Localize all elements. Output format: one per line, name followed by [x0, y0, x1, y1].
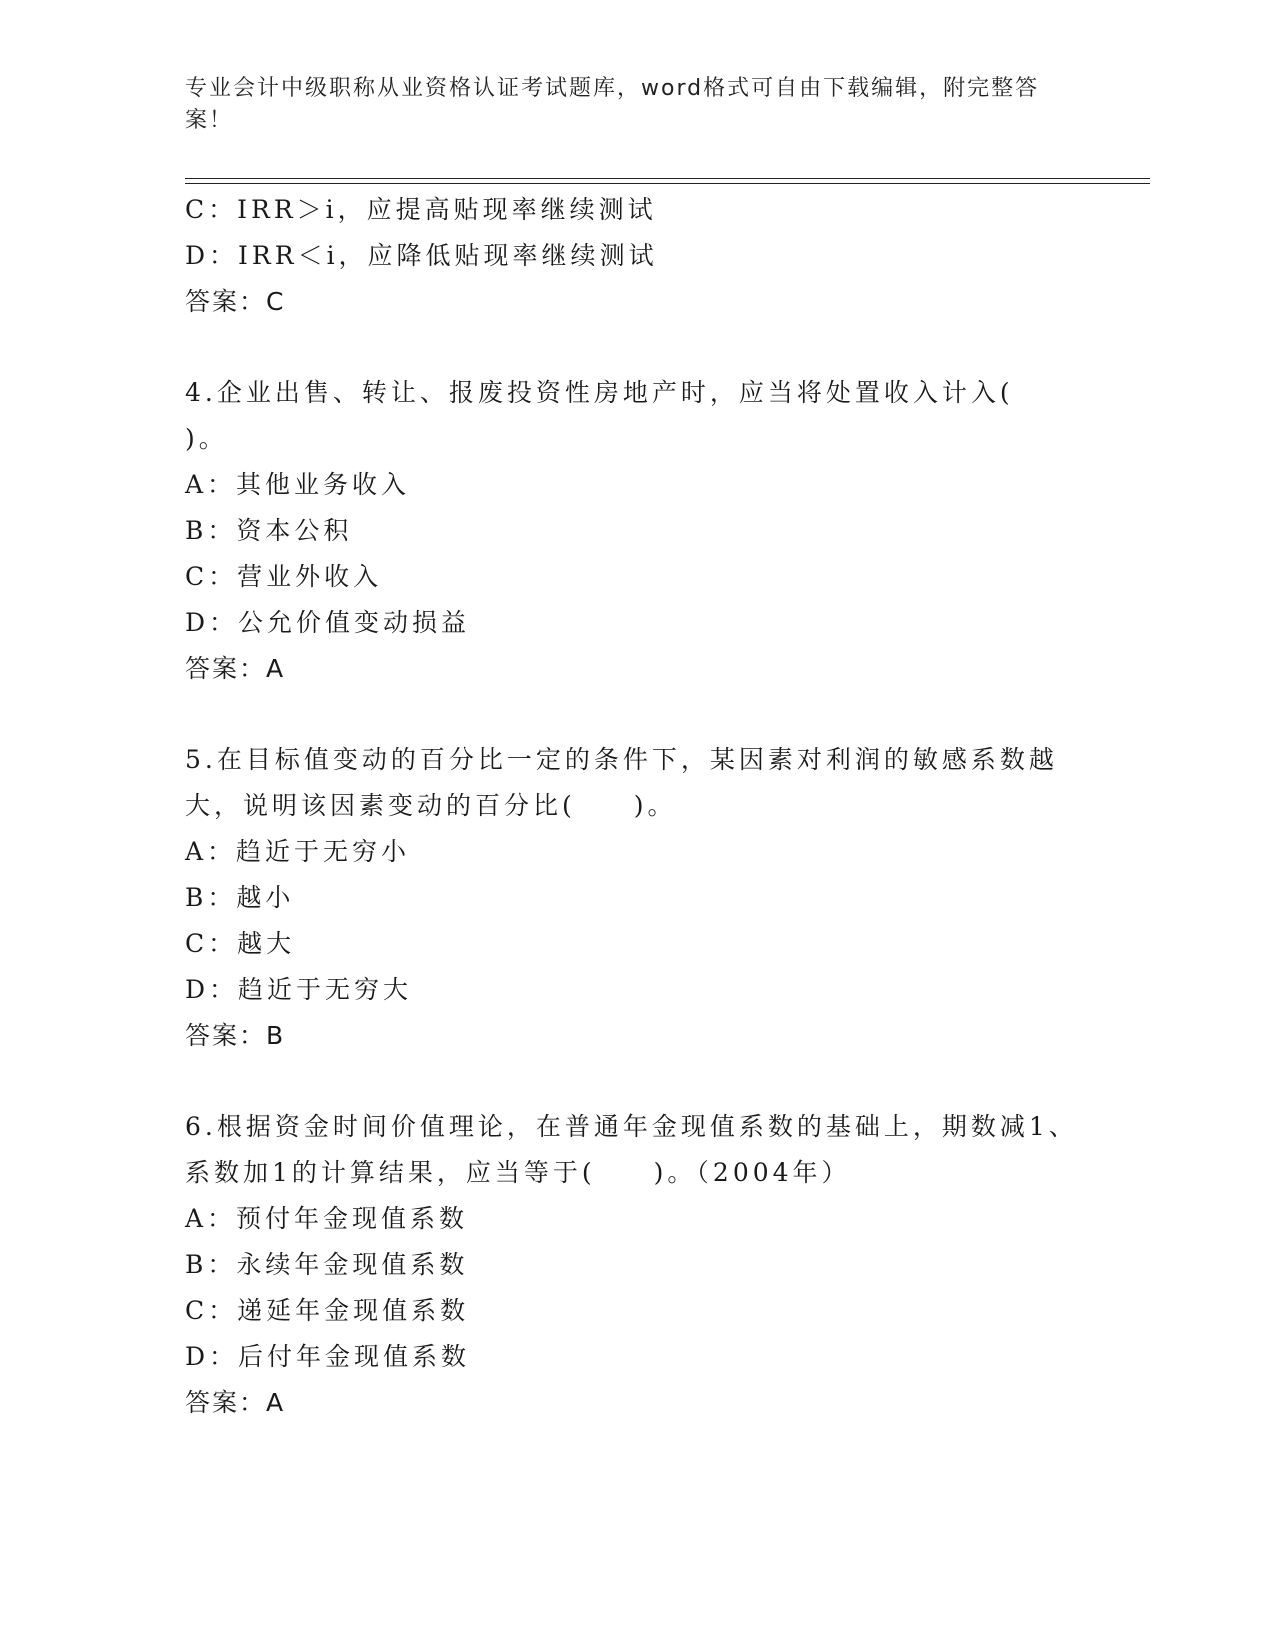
question-5: [185, 737, 1085, 1059]
option-d: D：公允价值变动损益: [185, 608, 471, 637]
question-stem-line: 系数加1的计算结果，应当等于( )。（2004年）: [185, 1158, 851, 1187]
option-c: C：营业外收入: [185, 562, 383, 591]
answer-line: 答案：A: [185, 654, 286, 683]
question-stem-line: )。: [185, 424, 228, 453]
option-b: B：资本公积: [185, 516, 353, 545]
answer-line: 答案：A: [185, 1388, 286, 1417]
option-c: C：递延年金现值系数: [185, 1296, 470, 1325]
option-b: B：永续年金现值系数: [185, 1250, 469, 1279]
option-d: D：IRR＜i，应降低贴现率继续测试: [185, 241, 658, 270]
spacer: [185, 1059, 1085, 1104]
answer-line: 答案：C: [185, 287, 286, 316]
question-3-fragment: [185, 187, 1085, 325]
question-stem-line: 6.根据资金时间价值理论，在普通年金现值系数的基础上，期数减1、: [185, 1112, 1078, 1141]
option-c: C：越大: [185, 929, 296, 958]
question-stem-line: 大，说明该因素变动的百分比( )。: [185, 791, 677, 820]
question-stem-line: 4.企业出售、转让、报废投资性房地产时，应当将处置收入计入(: [185, 378, 1014, 407]
header-rule-top: [185, 178, 1150, 179]
option-b: B：越小: [185, 883, 295, 912]
option-a: A：其他业务收入: [185, 470, 411, 499]
option-a: A：趋近于无穷小: [185, 837, 411, 866]
option-d: D：后付年金现值系数: [185, 1342, 471, 1371]
question-list: [185, 187, 1085, 1426]
option-c: C：IRR＞i，应提高贴现率继续测试: [185, 195, 657, 224]
option-d: D：趋近于无穷大: [185, 975, 413, 1004]
header-rule-bottom: [185, 183, 1150, 184]
question-6: [185, 1104, 1085, 1426]
spacer: [185, 692, 1085, 737]
spacer: [185, 325, 1085, 370]
option-a: A：预付年金现值系数: [185, 1204, 469, 1233]
question-stem-line: 5.在目标值变动的百分比一定的条件下，某因素对利润的敏感系数越: [185, 745, 1058, 774]
answer-line: 答案：B: [185, 1021, 286, 1050]
page-header: 专业会计中级职称从业资格认证考试题库，word格式可自由下载编辑，附完整答案！: [185, 76, 1040, 133]
question-4: [185, 370, 1085, 692]
